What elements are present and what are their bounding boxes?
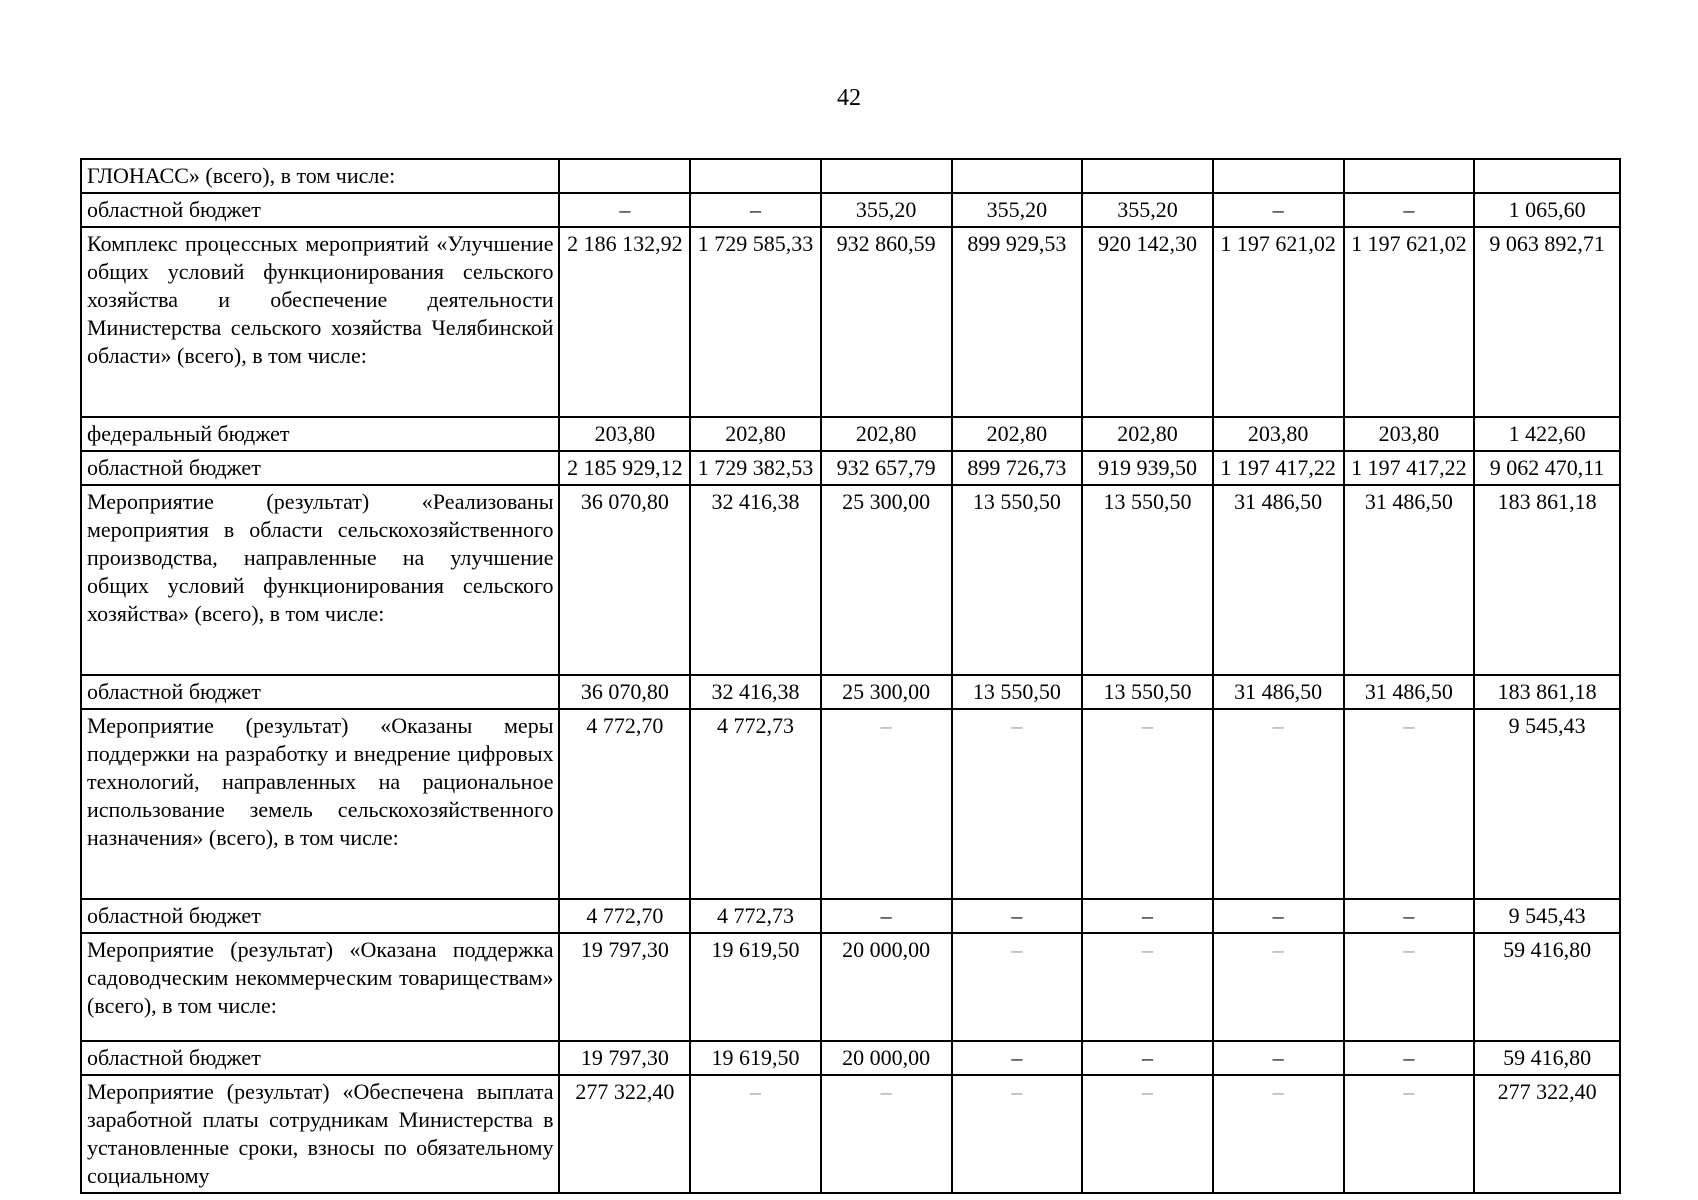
value-cell-col-3: – [821,899,952,933]
row-description: федеральный бюджет [81,417,559,451]
value-cell-col-5: 13 550,50 [1082,485,1213,675]
value-cell-col-1: 2 186 132,92 [559,227,690,417]
value-cell-col-4: 13 550,50 [952,675,1083,709]
value-cell-col-4: 355,20 [952,193,1083,227]
value-cell-col-4: – [952,899,1083,933]
row-description: Мероприятие (результат) «Оказаны меры поддержки на разработку и внедрение цифровых технологий, направленных на рациональное использование земель сельскохозяйственного назначения» (всего), в том числе: [81,709,559,899]
value-cell-col-8: 9 545,43 [1474,709,1620,899]
value-cell-col-7: 31 486,50 [1344,675,1475,709]
table-row [81,1075,1620,1193]
value-cell-col-2: 4 772,73 [690,899,821,933]
value-cell-col-2: 32 416,38 [690,675,821,709]
table-row [81,675,1620,709]
value-cell-col-3: 932 860,59 [821,227,952,417]
value-cell-col-8: 1 422,60 [1474,417,1620,451]
value-cell-col-3: 25 300,00 [821,485,952,675]
value-cell-col-1: 19 797,30 [559,1041,690,1075]
value-cell-col-2: 1 729 382,53 [690,451,821,485]
value-cell-col-5: 355,20 [1082,193,1213,227]
value-cell-col-6: 203,80 [1213,417,1344,451]
value-cell-col-5: – [1082,899,1213,933]
value-cell-col-3: 932 657,79 [821,451,952,485]
value-cell-col-6 [1213,159,1344,193]
value-cell-col-4: 899 726,73 [952,451,1083,485]
value-cell-col-3: 20 000,00 [821,1041,952,1075]
value-cell-col-6: 1 197 417,22 [1213,451,1344,485]
row-description: областной бюджет [81,675,559,709]
value-cell-col-4: – [952,933,1083,1041]
value-cell-col-6: 31 486,50 [1213,485,1344,675]
value-cell-col-1: 277 322,40 [559,1075,690,1193]
value-cell-col-3: 25 300,00 [821,675,952,709]
row-description: Комплекс процессных мероприятий «Улучшение общих условий функционирования сельского хозяйства и обеспечение деятельности Министерства сельского хозяйства Челябинской области» (всего), в том числе: [81,227,559,417]
value-cell-col-4: 899 929,53 [952,227,1083,417]
value-cell-col-2: 1 729 585,33 [690,227,821,417]
value-cell-col-7: – [1344,193,1475,227]
value-cell-col-5: 13 550,50 [1082,675,1213,709]
value-cell-col-8: 9 062 470,11 [1474,451,1620,485]
table-body [81,159,1620,1193]
value-cell-col-6: – [1213,1075,1344,1193]
value-cell-col-2: 19 619,50 [690,933,821,1041]
value-cell-col-2: – [690,1075,821,1193]
value-cell-col-6: – [1213,899,1344,933]
value-cell-col-8: 59 416,80 [1474,1041,1620,1075]
value-cell-col-6: – [1213,709,1344,899]
value-cell-col-1: 203,80 [559,417,690,451]
value-cell-col-5: 919 939,50 [1082,451,1213,485]
value-cell-col-5 [1082,159,1213,193]
value-cell-col-3: 355,20 [821,193,952,227]
value-cell-col-1: 4 772,70 [559,899,690,933]
value-cell-col-2: – [690,193,821,227]
value-cell-col-7: 203,80 [1344,417,1475,451]
table-row [81,159,1620,193]
value-cell-col-3: – [821,1075,952,1193]
value-cell-col-2 [690,159,821,193]
row-description: областной бюджет [81,899,559,933]
row-description: ГЛОНАСС» (всего), в том числе: [81,159,559,193]
value-cell-col-3: 20 000,00 [821,933,952,1041]
table-row [81,417,1620,451]
row-description: Мероприятие (результат) «Обеспечена выплата заработной платы сотрудникам Министерства в установленные сроки, взносы по обязательному социальному [81,1075,559,1193]
table-row [81,485,1620,675]
value-cell-col-7: – [1344,933,1475,1041]
value-cell-col-1: 36 070,80 [559,485,690,675]
table-row [81,709,1620,899]
value-cell-col-4: – [952,1075,1083,1193]
table-row [81,899,1620,933]
row-description: Мероприятие (результат) «Реализованы мероприятия в области сельскохозяйственного производства, направленные на улучшение общих условий функционирования сельского хозяйства» (всего), в том числе: [81,485,559,675]
value-cell-col-8 [1474,159,1620,193]
value-cell-col-8: 183 861,18 [1474,675,1620,709]
value-cell-col-7: 1 197 417,22 [1344,451,1475,485]
value-cell-col-4: – [952,1041,1083,1075]
value-cell-col-7: 1 197 621,02 [1344,227,1475,417]
value-cell-col-1: 36 070,80 [559,675,690,709]
value-cell-col-8: 59 416,80 [1474,933,1620,1041]
value-cell-col-2: 4 772,73 [690,709,821,899]
value-cell-col-2: 202,80 [690,417,821,451]
value-cell-col-7: – [1344,1075,1475,1193]
row-description: Мероприятие (результат) «Оказана поддержка садоводческим некоммерческим товариществам» (всего), в том числе: [81,933,559,1041]
value-cell-col-3: 202,80 [821,417,952,451]
row-description: областной бюджет [81,451,559,485]
value-cell-col-1 [559,159,690,193]
value-cell-col-6: – [1213,1041,1344,1075]
table-row [81,193,1620,227]
value-cell-col-5: – [1082,1041,1213,1075]
value-cell-col-6: – [1213,193,1344,227]
value-cell-col-7: – [1344,899,1475,933]
table-row [81,933,1620,1041]
table-row [81,1041,1620,1075]
value-cell-col-4 [952,159,1083,193]
value-cell-col-3: – [821,709,952,899]
value-cell-col-8: 9 063 892,71 [1474,227,1620,417]
value-cell-col-2: 19 619,50 [690,1041,821,1075]
value-cell-col-1: 4 772,70 [559,709,690,899]
value-cell-col-5: – [1082,709,1213,899]
value-cell-col-6: 1 197 621,02 [1213,227,1344,417]
value-cell-col-2: 32 416,38 [690,485,821,675]
value-cell-col-1: – [559,193,690,227]
value-cell-col-7: – [1344,709,1475,899]
value-cell-col-4: 202,80 [952,417,1083,451]
table-row [81,451,1620,485]
value-cell-col-4: 13 550,50 [952,485,1083,675]
row-description: областной бюджет [81,1041,559,1075]
page-number: 42 [837,85,861,111]
row-description: областной бюджет [81,193,559,227]
value-cell-col-8: 277 322,40 [1474,1075,1620,1193]
value-cell-col-3 [821,159,952,193]
value-cell-col-5: 920 142,30 [1082,227,1213,417]
value-cell-col-1: 19 797,30 [559,933,690,1041]
value-cell-col-6: 31 486,50 [1213,675,1344,709]
value-cell-col-8: 1 065,60 [1474,193,1620,227]
value-cell-col-6: – [1213,933,1344,1041]
value-cell-col-7: – [1344,1041,1475,1075]
value-cell-col-7: 31 486,50 [1344,485,1475,675]
budget-table [80,158,1621,1194]
value-cell-col-8: 183 861,18 [1474,485,1620,675]
value-cell-col-8: 9 545,43 [1474,899,1620,933]
value-cell-col-4: – [952,709,1083,899]
value-cell-col-5: 202,80 [1082,417,1213,451]
table-row [81,227,1620,417]
value-cell-col-1: 2 185 929,12 [559,451,690,485]
value-cell-col-5: – [1082,933,1213,1041]
value-cell-col-5: – [1082,1075,1213,1193]
value-cell-col-7 [1344,159,1475,193]
